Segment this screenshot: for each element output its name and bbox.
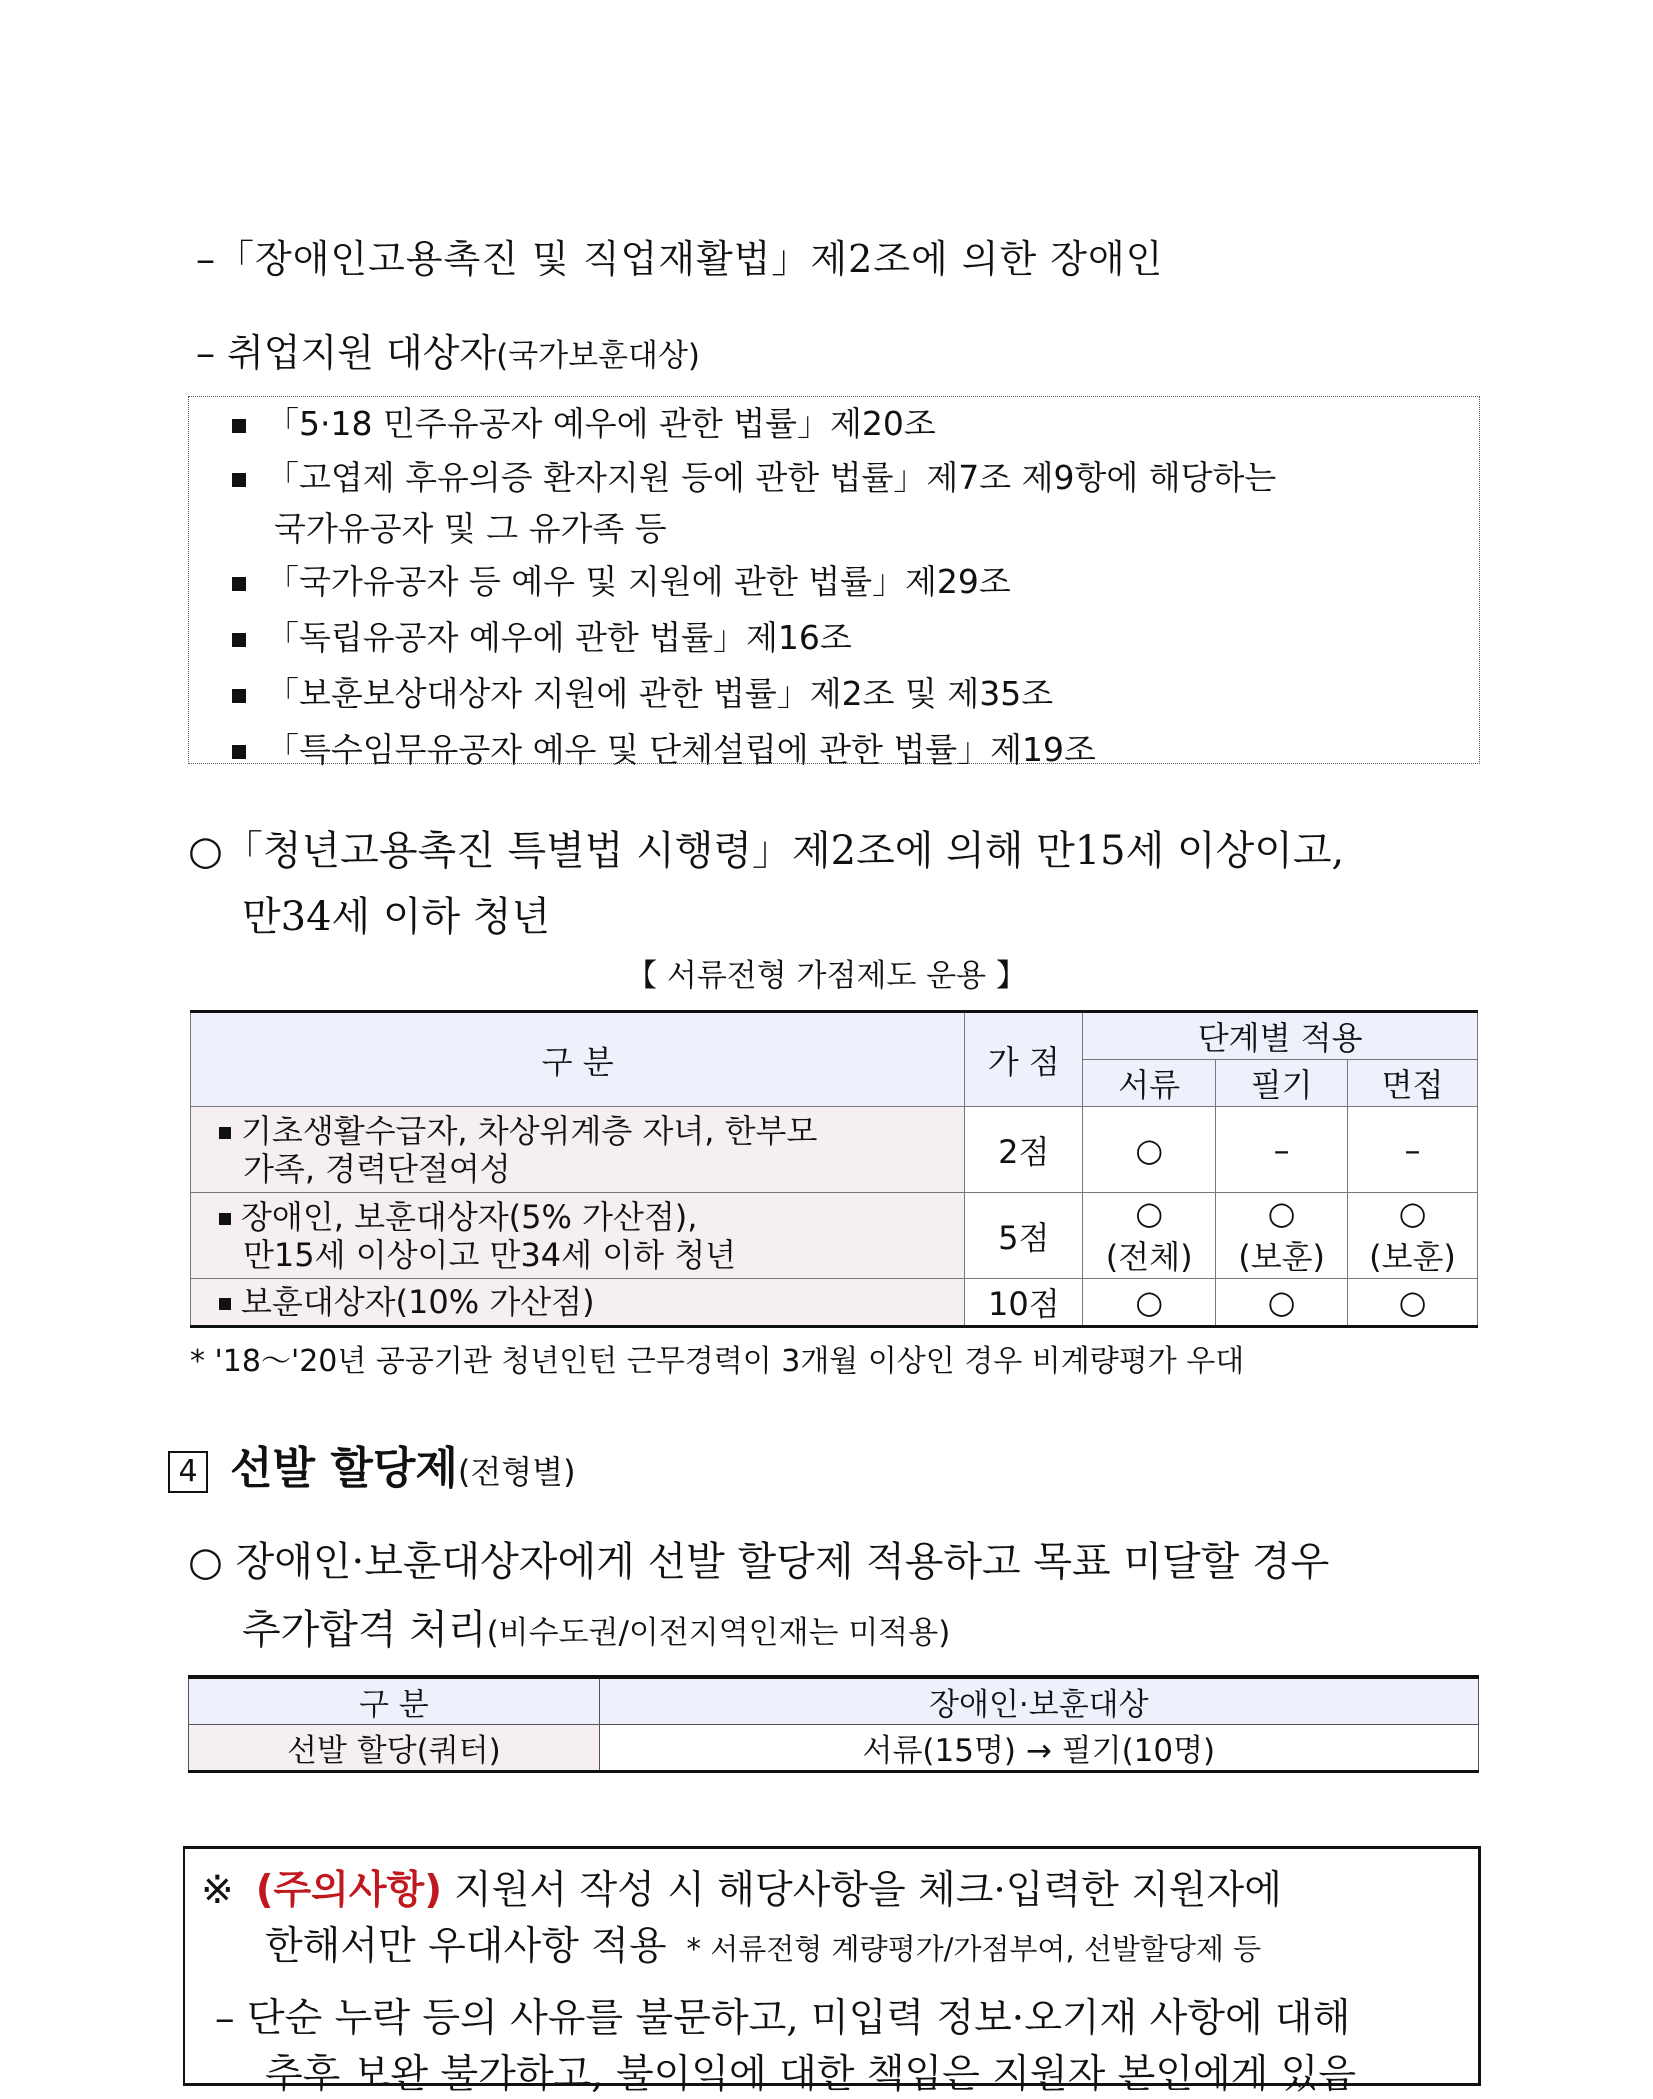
notice-line3: – 단순 누락 등의 사유를 불문하고, 미입력 정보·오기재 사항에 대해 <box>215 1996 1351 2041</box>
row-interview: – <box>1348 1107 1478 1193</box>
table-row <box>191 1279 1478 1327</box>
header-category: 구 분 <box>191 1012 965 1107</box>
row-value: 서류(15명) → 필기(10명) <box>599 1725 1478 1772</box>
header-stage: 단계별 적용 <box>1083 1012 1478 1060</box>
intro-line-disabled: –「장애인고용촉진 및 직업재활법」제2조에 의한 장애인 <box>196 237 1164 281</box>
row-points: 5점 <box>965 1193 1083 1279</box>
intro-veterans-paren: (국가보훈대상) <box>496 338 700 374</box>
law-item: 「국가유공자 등 예우 및 지원에 관한 법률」제29조 <box>232 556 1011 603</box>
law-item: 「고엽제 후유의증 환자지원 등에 관한 법률」제7조 제9항에 해당하는 국가유공자 및 그 유가족 등 <box>232 452 1276 550</box>
square-bullet-icon <box>232 419 246 433</box>
row-docs: ○ (전체) <box>1083 1193 1216 1279</box>
table-row <box>191 1107 1478 1193</box>
youth-line1: ○「청년고용촉진 특별법 시행령」제2조에 의해 만15세 이상이고, <box>188 828 1345 874</box>
law-item: 「특수임무유공자 예우 및 단체설립에 관한 법률」제19조 <box>232 724 1096 771</box>
row-points: 10점 <box>965 1279 1083 1327</box>
notice-box <box>183 1846 1481 2097</box>
law-item: 「독립유공자 예우에 관한 법률」제16조 <box>232 612 852 659</box>
notice-line1: ※ (주의사항) 지원서 작성 시 해당사항을 체크·입력한 지원자에 <box>201 1868 1282 1913</box>
row-label: 보훈대상자(10% 가산점) <box>191 1279 965 1327</box>
table-row <box>189 1725 1479 1772</box>
row-docs: ○ <box>1083 1107 1216 1193</box>
header-written: 필기 <box>1216 1060 1348 1107</box>
square-bullet-icon <box>232 473 246 487</box>
quota-line1: ○ 장애인·보훈대상자에게 선발 할당제 적용하고 목표 미달할 경우 <box>188 1539 1330 1585</box>
header-points: 가 점 <box>965 1012 1083 1107</box>
law-item: 「보훈보상대상자 지원에 관한 법률」제2조 및 제35조 <box>232 668 1053 715</box>
section-number: 4 <box>168 1451 208 1493</box>
square-bullet-icon <box>232 745 246 759</box>
header-interview: 면접 <box>1348 1060 1478 1107</box>
bonus-points-table <box>190 1010 1478 1328</box>
quota-line2: 추가합격 처리(비수도권/이전지역인재는 미적용) <box>242 1607 951 1653</box>
footnote: * '18～'20년 공공기관 청년인턴 근무경력이 3개월 이상인 경우 비계량평가 우대 <box>190 1344 1245 1379</box>
header-category: 구 분 <box>189 1677 600 1725</box>
square-bullet-icon <box>232 633 246 647</box>
square-bullet-icon <box>219 1213 231 1225</box>
section-title: 선발 할당제 <box>230 1443 458 1494</box>
row-written: ○ <box>1216 1279 1348 1327</box>
intro-line-veterans <box>196 322 700 377</box>
intro-veterans-main: – 취업지원 대상자 <box>196 331 497 375</box>
square-bullet-icon <box>232 689 246 703</box>
quota-table <box>188 1675 1479 1773</box>
section-heading <box>168 1432 576 1496</box>
bonus-table-title: 【 서류전형 가점제도 운용 】 <box>626 958 1027 994</box>
row-label: 장애인, 보훈대상자(5% 가산점), 만15세 이상이고 만34세 이하 청년 <box>191 1193 965 1279</box>
row-interview: ○ (보훈) <box>1348 1193 1478 1279</box>
table-row <box>191 1193 1478 1279</box>
law-item: 「5·18 민주유공자 예우에 관한 법률」제20조 <box>232 398 936 445</box>
row-interview: ○ <box>1348 1279 1478 1327</box>
row-points: 2점 <box>965 1107 1083 1193</box>
section-paren: (전형별) <box>457 1453 576 1491</box>
row-docs: ○ <box>1083 1279 1216 1327</box>
row-label: 선발 할당(쿼터) <box>189 1725 600 1772</box>
notice-line2: 한해서만 우대사항 적용 * 서류전형 계량평가/가점부여, 선발할당제 등 <box>265 1924 1262 1969</box>
row-label: 기초생활수급자, 차상위계층 자녀, 한부모 가족, 경력단절여성 <box>191 1107 965 1193</box>
square-bullet-icon <box>219 1298 231 1310</box>
quota-paragraph <box>188 1528 1329 1667</box>
row-written: – <box>1216 1107 1348 1193</box>
square-bullet-icon <box>232 577 246 591</box>
notice-line4: 추후 보완 불가하고, 불이익에 대한 책임은 지원자 본인에게 있음 <box>265 2052 1357 2097</box>
row-written: ○ (보훈) <box>1216 1193 1348 1279</box>
header-target: 장애인·보훈대상 <box>599 1677 1478 1725</box>
youth-paragraph <box>188 818 1344 950</box>
header-docs: 서류 <box>1083 1060 1216 1107</box>
youth-line2: 만34세 이하 청년 <box>242 894 551 940</box>
square-bullet-icon <box>219 1127 231 1139</box>
